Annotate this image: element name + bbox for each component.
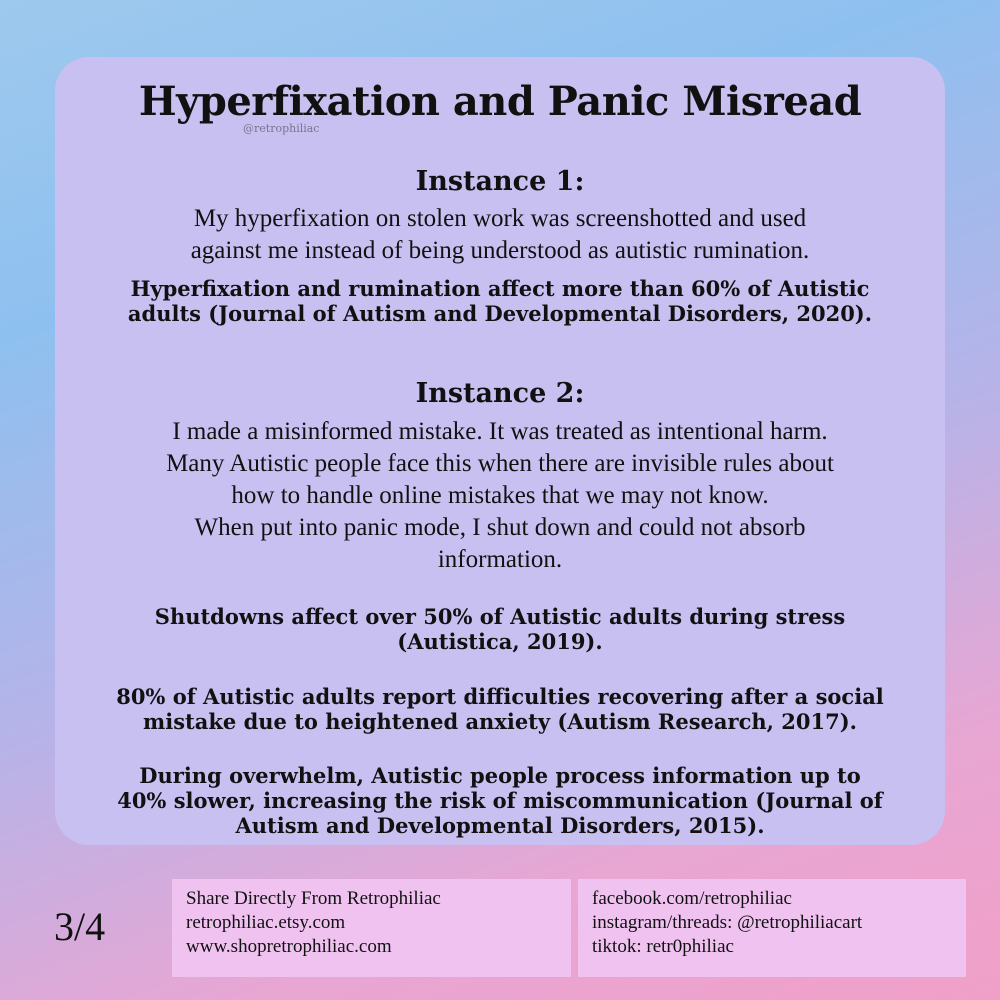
instance-2-heading: Instance 2: xyxy=(415,378,585,409)
text-line: Many Autistic people face this when there are invisible rules about xyxy=(166,450,834,477)
social-links-box xyxy=(578,879,966,977)
text-line: My hyperfixation on stolen work was screenshotted and used xyxy=(193,205,807,232)
stat-line: mistake due to heightened anxiety (Autism Research, 2017). xyxy=(143,709,857,734)
instance-1-heading: Instance 1: xyxy=(415,166,585,197)
shop-links-box xyxy=(172,879,571,977)
text-line: When put into panic mode, I shut down and could not absorb xyxy=(194,514,806,541)
watermark-handle: @retrophiliac xyxy=(243,122,320,135)
stat-line: Autism and Developmental Disorders, 2015). xyxy=(235,813,765,838)
text-line: how to handle online mistakes that we may not know. xyxy=(231,482,769,509)
page-number: 3/4 xyxy=(54,904,106,949)
stat-line: 40% slower, increasing the risk of miscommunication (Journal of xyxy=(117,788,883,813)
stat-line: (Autistica, 2019). xyxy=(397,629,603,654)
stat-line: 80% of Autistic adults report difficulties recovering after a social xyxy=(116,684,884,709)
stat-overwhelm xyxy=(0,763,1000,838)
stat-line: During overwhelm, Autistic people process information up to xyxy=(139,763,861,788)
stat-line: Shutdowns affect over 50% of Autistic adults during stress xyxy=(154,604,846,629)
etsy-link[interactable]: retrophiliac.etsy.com xyxy=(186,912,346,933)
instance-1-text xyxy=(0,203,1000,267)
page-title: Hyperfixation and Panic Misread xyxy=(138,78,862,125)
website-link[interactable]: www.shopretrophiliac.com xyxy=(186,936,392,957)
text-line: against me instead of being understood as autistic rumination. xyxy=(190,237,810,264)
instance-2-text xyxy=(0,416,1000,576)
shop-line: Share Directly From Retrophiliac xyxy=(186,888,441,909)
text-line: I made a misinformed mistake. It was treated as intentional harm. xyxy=(172,418,828,445)
tiktok-link[interactable]: tiktok: retr0philiac xyxy=(592,936,734,957)
instagram-link[interactable]: instagram/threads: @retrophiliacart xyxy=(592,912,863,933)
stat-shutdowns xyxy=(0,604,1000,654)
instance-1-stat xyxy=(0,276,1000,326)
stat-recovery xyxy=(0,684,1000,734)
text-line: information. xyxy=(437,546,563,573)
stat-line: Hyperfixation and rumination affect more than 60% of Autistic xyxy=(130,276,870,301)
stat-line: adults (Journal of Autism and Developmental Disorders, 2020). xyxy=(127,301,873,326)
facebook-link[interactable]: facebook.com/retrophiliac xyxy=(592,888,792,909)
